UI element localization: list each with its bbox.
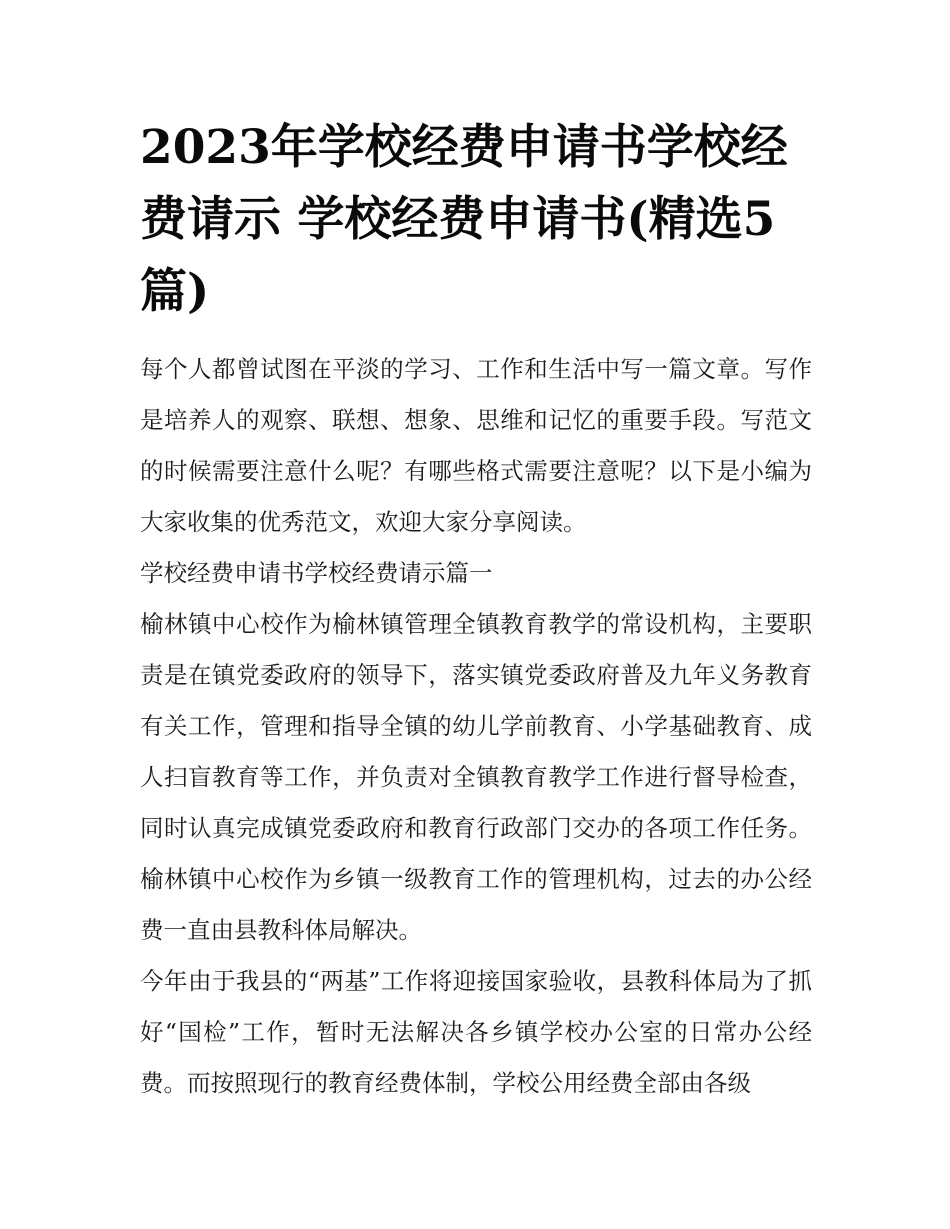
document-title: 2023年学校经费申请书学校经费请示 学校经费申请书(精选5篇) — [140, 120, 788, 319]
document-body — [140, 112, 812, 1109]
body-paragraph-2: 今年由于我县的“两基”工作将迎接国家验收，县教科体局为了抓好“国检”工作，暂时无法解决各乡镇学校办公室的日常办公经费。而按照现行的教育经费体制，学校公用经费全部由各级 — [140, 967, 812, 1097]
section-heading: 学校经费申请书学校经费请示篇一 — [140, 559, 493, 587]
intro-paragraph: 每个人都曾试图在平淡的学习、工作和生活中写一篇文章。写作是培养人的观察、联想、想象、思维和记忆的重要手段。写范文的时候需要注意什么呢？有哪些格式需要注意呢？以下是小编为大家收集的优秀范文，欢迎大家分享阅读。 — [140, 355, 812, 536]
body-paragraph-1: 榆林镇中心校作为榆林镇管理全镇教育教学的常设机构，主要职责是在镇党委政府的领导下，落实镇党委政府普及九年义务教育有关工作，管理和指导全镇的幼儿学前教育、小学基础教育、成人扫盲教育等工作，并负责对全镇教育教学工作进行督导检查，同时认真完成镇党委政府和教育行政部门交办的各项工作任务。榆林镇中心校作为乡镇一级教育工作的管理机构，过去的办公经费一直由县教科体局解决。 — [140, 610, 812, 944]
